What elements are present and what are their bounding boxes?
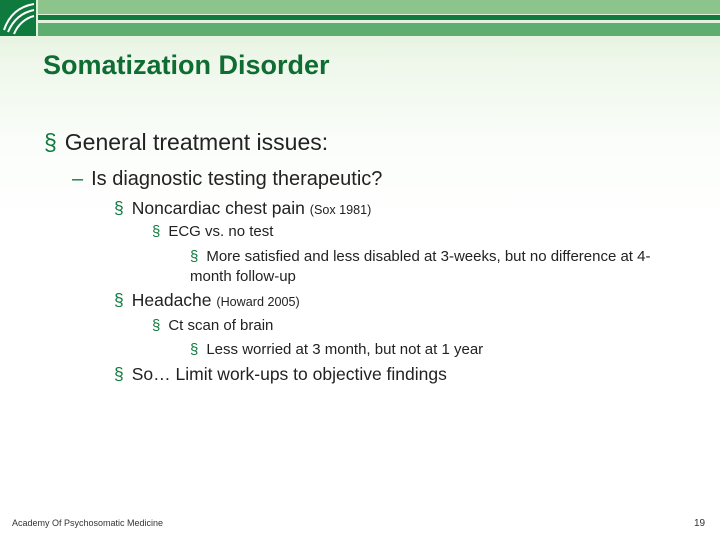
bullet-text: Is diagnostic testing therapeutic? [91, 168, 383, 190]
slide-title: Somatization Disorder [43, 50, 330, 80]
bullet-text: So… Limit work-ups to objective findings [131, 364, 447, 384]
citation: (Sox 1981) [309, 203, 372, 217]
square-bullet-icon: § [152, 317, 161, 334]
bullet-text: Noncardiac chest pain [131, 198, 310, 218]
header-band-dark [38, 15, 720, 20]
leaf-swirl-icon [0, 0, 36, 36]
bullet-ecg [152, 223, 273, 240]
bullet-level2 [72, 168, 382, 191]
bullet-text: Ct scan of brain [168, 317, 274, 334]
bullet-chest-pain [114, 198, 371, 219]
header-bands [0, 0, 720, 36]
footer-organization: Academy Of Psychosomatic Medicine [12, 518, 164, 528]
bullet-text: Less worried at 3 month, but not at 1 year [206, 341, 484, 358]
bullet-ecg-result [190, 247, 690, 287]
page-number: 19 [694, 518, 706, 529]
square-bullet-icon: § [44, 129, 57, 155]
bullet-text: Headache [131, 290, 217, 310]
bullet-conclusion [114, 364, 447, 385]
header-band-light [38, 0, 720, 14]
bullet-headache [114, 290, 300, 311]
header-band-mid [38, 23, 720, 36]
bullet-ct-scan [152, 317, 273, 334]
dash-bullet-icon: – [72, 168, 84, 190]
bullet-ct-result [190, 341, 483, 358]
square-bullet-icon: § [114, 290, 124, 310]
square-bullet-icon: § [190, 341, 199, 358]
bullet-text: General treatment issues: [64, 129, 329, 155]
square-bullet-icon: § [114, 364, 124, 384]
bullet-text: ECG vs. no test [168, 223, 274, 240]
citation: (Howard 2005) [216, 295, 300, 309]
bullet-level1 [44, 129, 328, 156]
bullet-text: More satisfied and less disabled at 3-weeks, but no difference at 4-month follow-up [190, 248, 651, 285]
square-bullet-icon: § [114, 198, 124, 218]
square-bullet-icon: § [190, 248, 199, 265]
square-bullet-icon: § [152, 223, 161, 240]
